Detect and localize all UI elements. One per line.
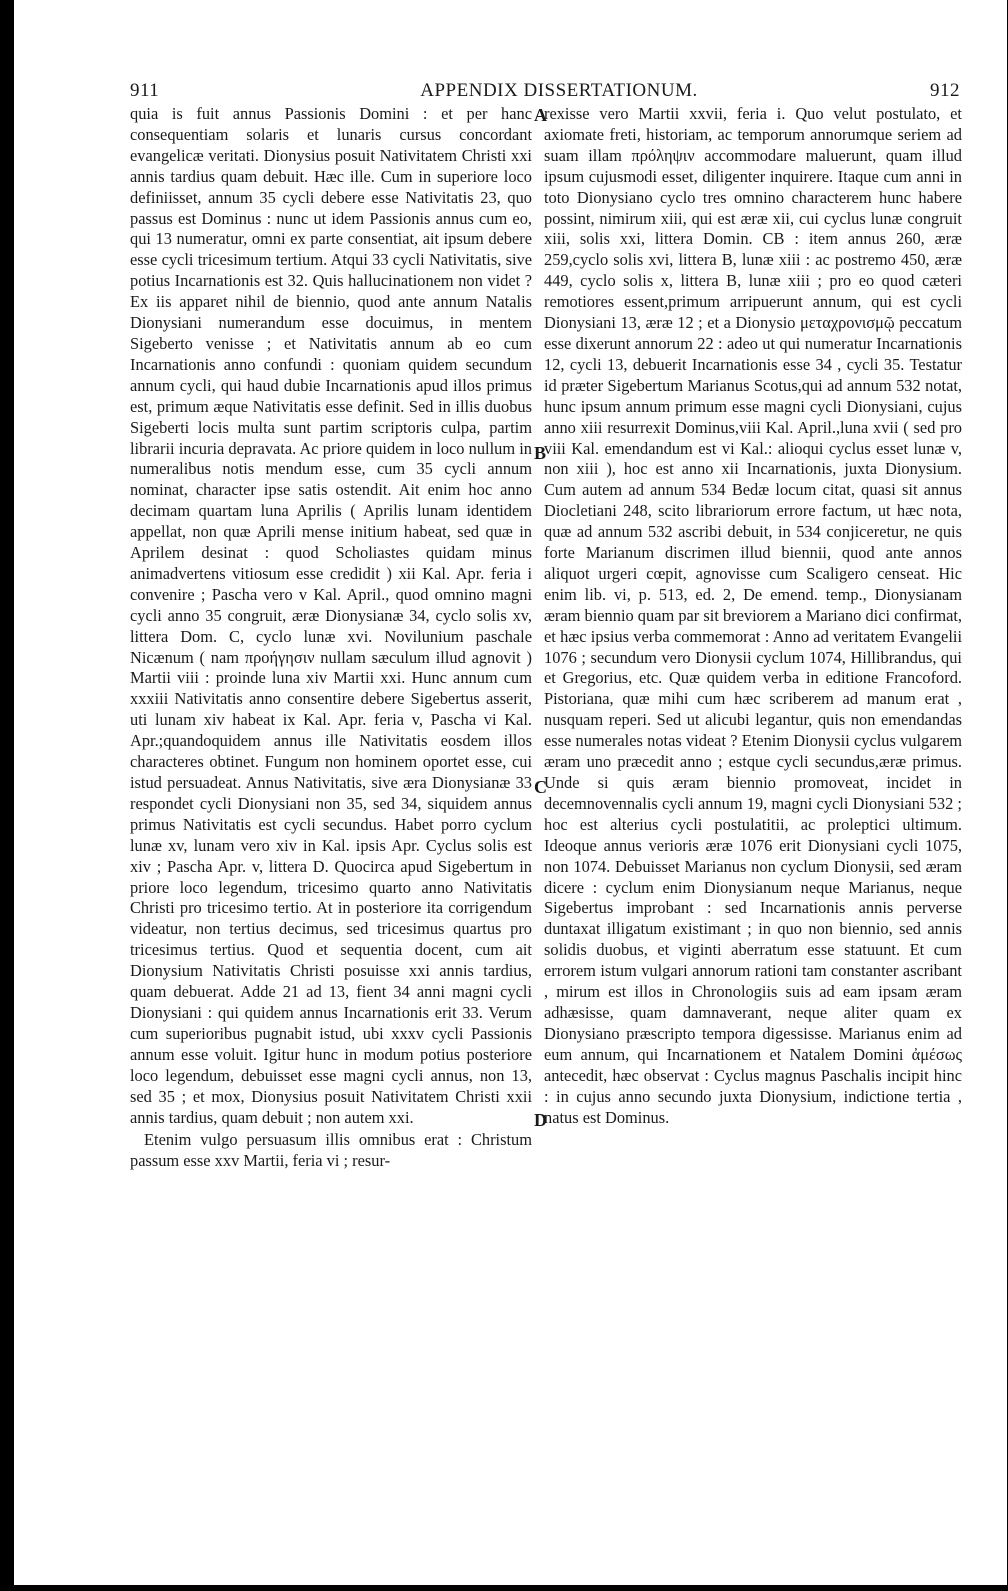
- section-marker-a: A: [534, 105, 547, 125]
- left-column: [130, 104, 532, 1564]
- running-title: APPENDIX DISSERTATIONUM.: [420, 80, 698, 101]
- left-paragraph-1: quia is fuit annus Passionis Domini : et per hanc consequentiam solaris et lunaris cursus concordant evangelicæ veritati. Dionysius posuit Nativitatem Christi xxi annis tardius quam debuit. Hæc ille. Cum in superiore loco definiisset, annum 35 cycli debere esse Nativitatis 23, quo passus est Dominus : nunc ut idem Passionis annus cum eo, qui 13 numeratur, omni ex parte consentiat, ait ipsum debere esse cycli tricesimum tertium. Atqui 33 cycli Nativitatis, sive potius Incarnationis est 32. Quis hallucinationem non videt ? Ex iis apparet nihil de biennio, quod ante annum Natalis Dionysiani numerandum esse docuimus, in mentem Sigeberto venisse ; et Nativitatis annum ab eo cum Incarnationis anno confundi : quoniam quidem secundum annum cycli, qui haud dubie Incarnationis apud illos primus est, primum æque Nativitatis esse definit. Sed in illis duobus Sigeberti locis multa sunt partim scriptoris culpa, partim librarii incuria depravata. Ac priore quidem in loco nullum in numeralibus notis mendum esse, cum 35 cycli annum nominat, character ipse satis ostendit. Ait enim hoc anno decimam quartam luna Aprilis ( Aprilis lunam identidem appellat, non quæ Aprili mense initium habeat, sed quæ in Aprilem desinat : quod Scholiastes quidam minus animadvertens vitiosum esse credidit ) xii Kal. Apr. feria i convenire ; Pascha vero v Kal. April., quod omnino magni cycli anno 35 congruit, æræ Dionysianæ 34, cyclo solis xv, littera Dom. C, cyclo lunæ xvi. Novilunium paschale Nicænum ( nam προήγησιν nullam sæculum illud agnovit ) Martii viii : proinde luna xiv Martii xxi. Hunc annum cum xxxiii Nativitatis anno consentire debere Sigebertus asserit, uti lunam xiv habeat ix Kal. Apr. feria v, Pascha vi Kal. Apr.;quandoquidem annus ille Nativitatis eosdem illos characteres obtinet. Fungum non hominem oportet esse, cui istud persuadeat. Annus Nativitatis, sive æra Dionysianæ 33 respondet cycli Dionysiani non 35, sed 34, siquidem annus primus Nativitatis est cycli secundus. Habet porro cyclum lunæ xv, lunam vero xiv in Kal. ipsis Apr. Cyclus solis est xiv ; Pascha Apr. v, littera D. Quocirca apud Sigebertum in priore loco legendum, tricesimo quarto anno Nativitatis Christi pro tricesimo tertio. At in posteriore ita corrigendum videatur, non tertius decimus, sed tricesimus quartus pro tricesimus tertius. Quod et sequentia docent, cum ait Dionysium Nativitatis Christi posuisse xxi annis tardius, quam debuerat. Adde 21 ad 13, fient 34 anni magni cycli Dionysiani : qui quidem annus Incarnationis erit 33. Verum cum superioribus pugnabit istud, ubi xxxv cycli Passionis annum esse voluit. Igitur hunc in modum potius posteriore loco legendum, debuisset esse magni cycli annus, non 13, sed 35 ; et mox, Dionysius posuit Nativitatem Christi xxii annis tardius, quam debuit ; non autem xxi.: [130, 104, 532, 1127]
- right-column: [544, 104, 962, 1564]
- right-paragraph-1: rexisse vero Martii xxvii, feria i. Quo velut postulato, et axiomate freti, historiam, ac temporum annorumque seriem ad suam illam πρόληψιν accommodare maluerunt, quam illud ipsum cujusmodi esset, diligenter inquirere. Itaque cum anni in toto Dionysiano cyclo tres omnino characterem hunc habere possint, nimirum xiii, qui est æræ xii, cui cyclus lunæ congruit xiii, solis xxi, littera Domin. CB : item annus 260, æræ 259,cyclo solis xvi, littera B, lunæ xiii : ac postremo 450, æræ 449, cyclo solis x, littera B, lunæ xiii ; pro eo quod cæteri remotiores essent,primum arripuerunt annum, qui est cycli Dionysiani 13, æræ 12 ; et a Dionysio μεταχρονισμῷ peccatum esse dixerunt annorum 22 : adeo ut qui numeratur Incarnationis 12, cycli 13, debuerit Incarnationis esse 34 , cycli 35. Testatur id præter Sigebertum Marianus Scotus,qui ad annum 532 notat, hunc ipsum annum primum esse magni cycli Dionysiani, cujus anno xiii resurrexit Dominus,viii Kal. April.,luna xvii ( sed pro viii Kal. emendandum est vi Kal.: alioqui cyclus esset lunæ v, non xiii ), hoc est anno xii Incarnationis, juxta Dionysium. Cum autem ad annum 534 Bedæ locum citat, quasi sit annus Diocletiani 248, scito librariorum errore factum, ut hæc nota, quæ ad annum 532 ascribi debuit, in 534 conjiceretur, ne quis forte Marianum discrimen illud biennii, quod ante annos aliquot urgeri cœpit, agnovisse cum Scaligero censeat. Hic enim lib. vi, p. 513, ed. 2, De emend. temp., Dionysianam æram biennio quam par sit breviorem a Mariano dici confirmat, et hæc ipsius verba commemorat : Anno ad veritatem Evangelii 1076 ; secundum vero Dionysii cyclum 1074, Hillibrandus, qui et Gregorius, etc. Quæ quidem verba in editione Francoford. Pistoriana, quæ mihi cum hæc scriberem ad manum erat , nusquam reperi. Sed ut alicubi legantur, quis non emendandas esse numerales notas videat ? Etenim Dionysii cyclus vulgarem æram uno præcedit anno ; estque cycli secundus,æræ primus. Unde si quis æram biennio promoveat, incidet in decemnovennalis cycli annum 19, magni cycli Dionysiani 532 ; hoc est alterius cycli postulatitii, ac proleptici ultimum. Ideoque annus verioris æræ 1076 erit Dionysiani cycli 1075, non 1074. Debuisset Marianus non cyclum Dionysii, sed æram dicere : cyclum enim Dionysianum neque Marianus, neque Sigebertus improbant : sed Incarnationis annis perverse duntaxat illigatum existimant ; in quo non biennio, sed annis solidis duobus, et viginti aberratum esse statuunt. Et cum errorem istum vulgari annorum rationi tam constanter ascribant , mirum est illos in Chronologiis suis ad eam ipsam æram adhæsisse, quam damnaverant, neque aliter quam ex Dionysiano præscripto tempora digessisse. Marianus enim ad eum annum, qui Incarnationem et Natalem Domini ἀμέσως antecedit, hæc observat : Cyclus magnus Paschalis incipit hinc : in cujus anno secundo juxta Dionysium, indictione tertia , natus est Dominus.: [544, 104, 962, 1127]
- left-paragraph-2: Etenim vulgo persuasum illis omnibus erat : Christum passum esse xxv Martii, feria vi ; resur-: [130, 1130, 532, 1171]
- page-number-right: 912: [930, 80, 960, 101]
- running-header: [130, 80, 988, 104]
- section-marker-b: B: [534, 443, 547, 463]
- section-marker-d: D: [534, 1110, 547, 1130]
- page-number-left: 911: [130, 80, 160, 101]
- section-marker-c: C: [534, 777, 547, 797]
